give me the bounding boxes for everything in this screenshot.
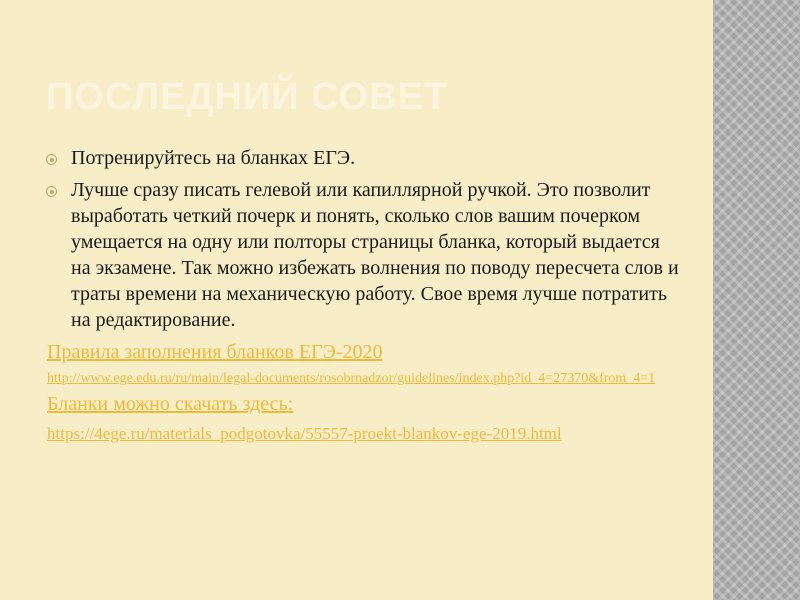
bullet-item-practice: [40, 145, 680, 171]
bullet-circle-icon: [46, 186, 57, 197]
rules-url-link[interactable]: http://www.ege.edu.ru/ru/main/legal-documents/rosobrnadzor/guidelines/index.php?id_4=27370&from_4=1: [47, 371, 656, 386]
bullet-item-pen-advice: [40, 177, 680, 333]
links-block: [47, 339, 680, 445]
download-link[interactable]: Бланки можно скачать здесь:: [47, 393, 294, 415]
slide-title: ПОСЛЕДНИЙ СОВЕТ: [46, 76, 449, 118]
bullet-circle-icon: [46, 154, 57, 165]
bullet-text: Лучше сразу писать гелевой или капиллярной ручкой. Это позволит выработать четкий почерк и понять, сколько слов вашим почерком умещается на одну или полторы страницы бланка, который выдается на экзамене. Так можно избежать волнения по поводу пересчета слов и траты времени на механическую работу. Свое время лучше потратить на редактирование.: [71, 179, 679, 331]
rules-link[interactable]: Правила заполнения бланков ЕГЭ-2020: [47, 341, 383, 363]
bullet-text: Потренируйтесь на бланках ЕГЭ.: [71, 147, 356, 169]
slide-body: [40, 145, 680, 445]
bullet-list: [40, 145, 680, 333]
decorative-side-strip: [713, 0, 800, 600]
download-url-link[interactable]: https://4ege.ru/materials_podgotovka/55557-proekt-blankov-ege-2019.html: [47, 424, 562, 443]
